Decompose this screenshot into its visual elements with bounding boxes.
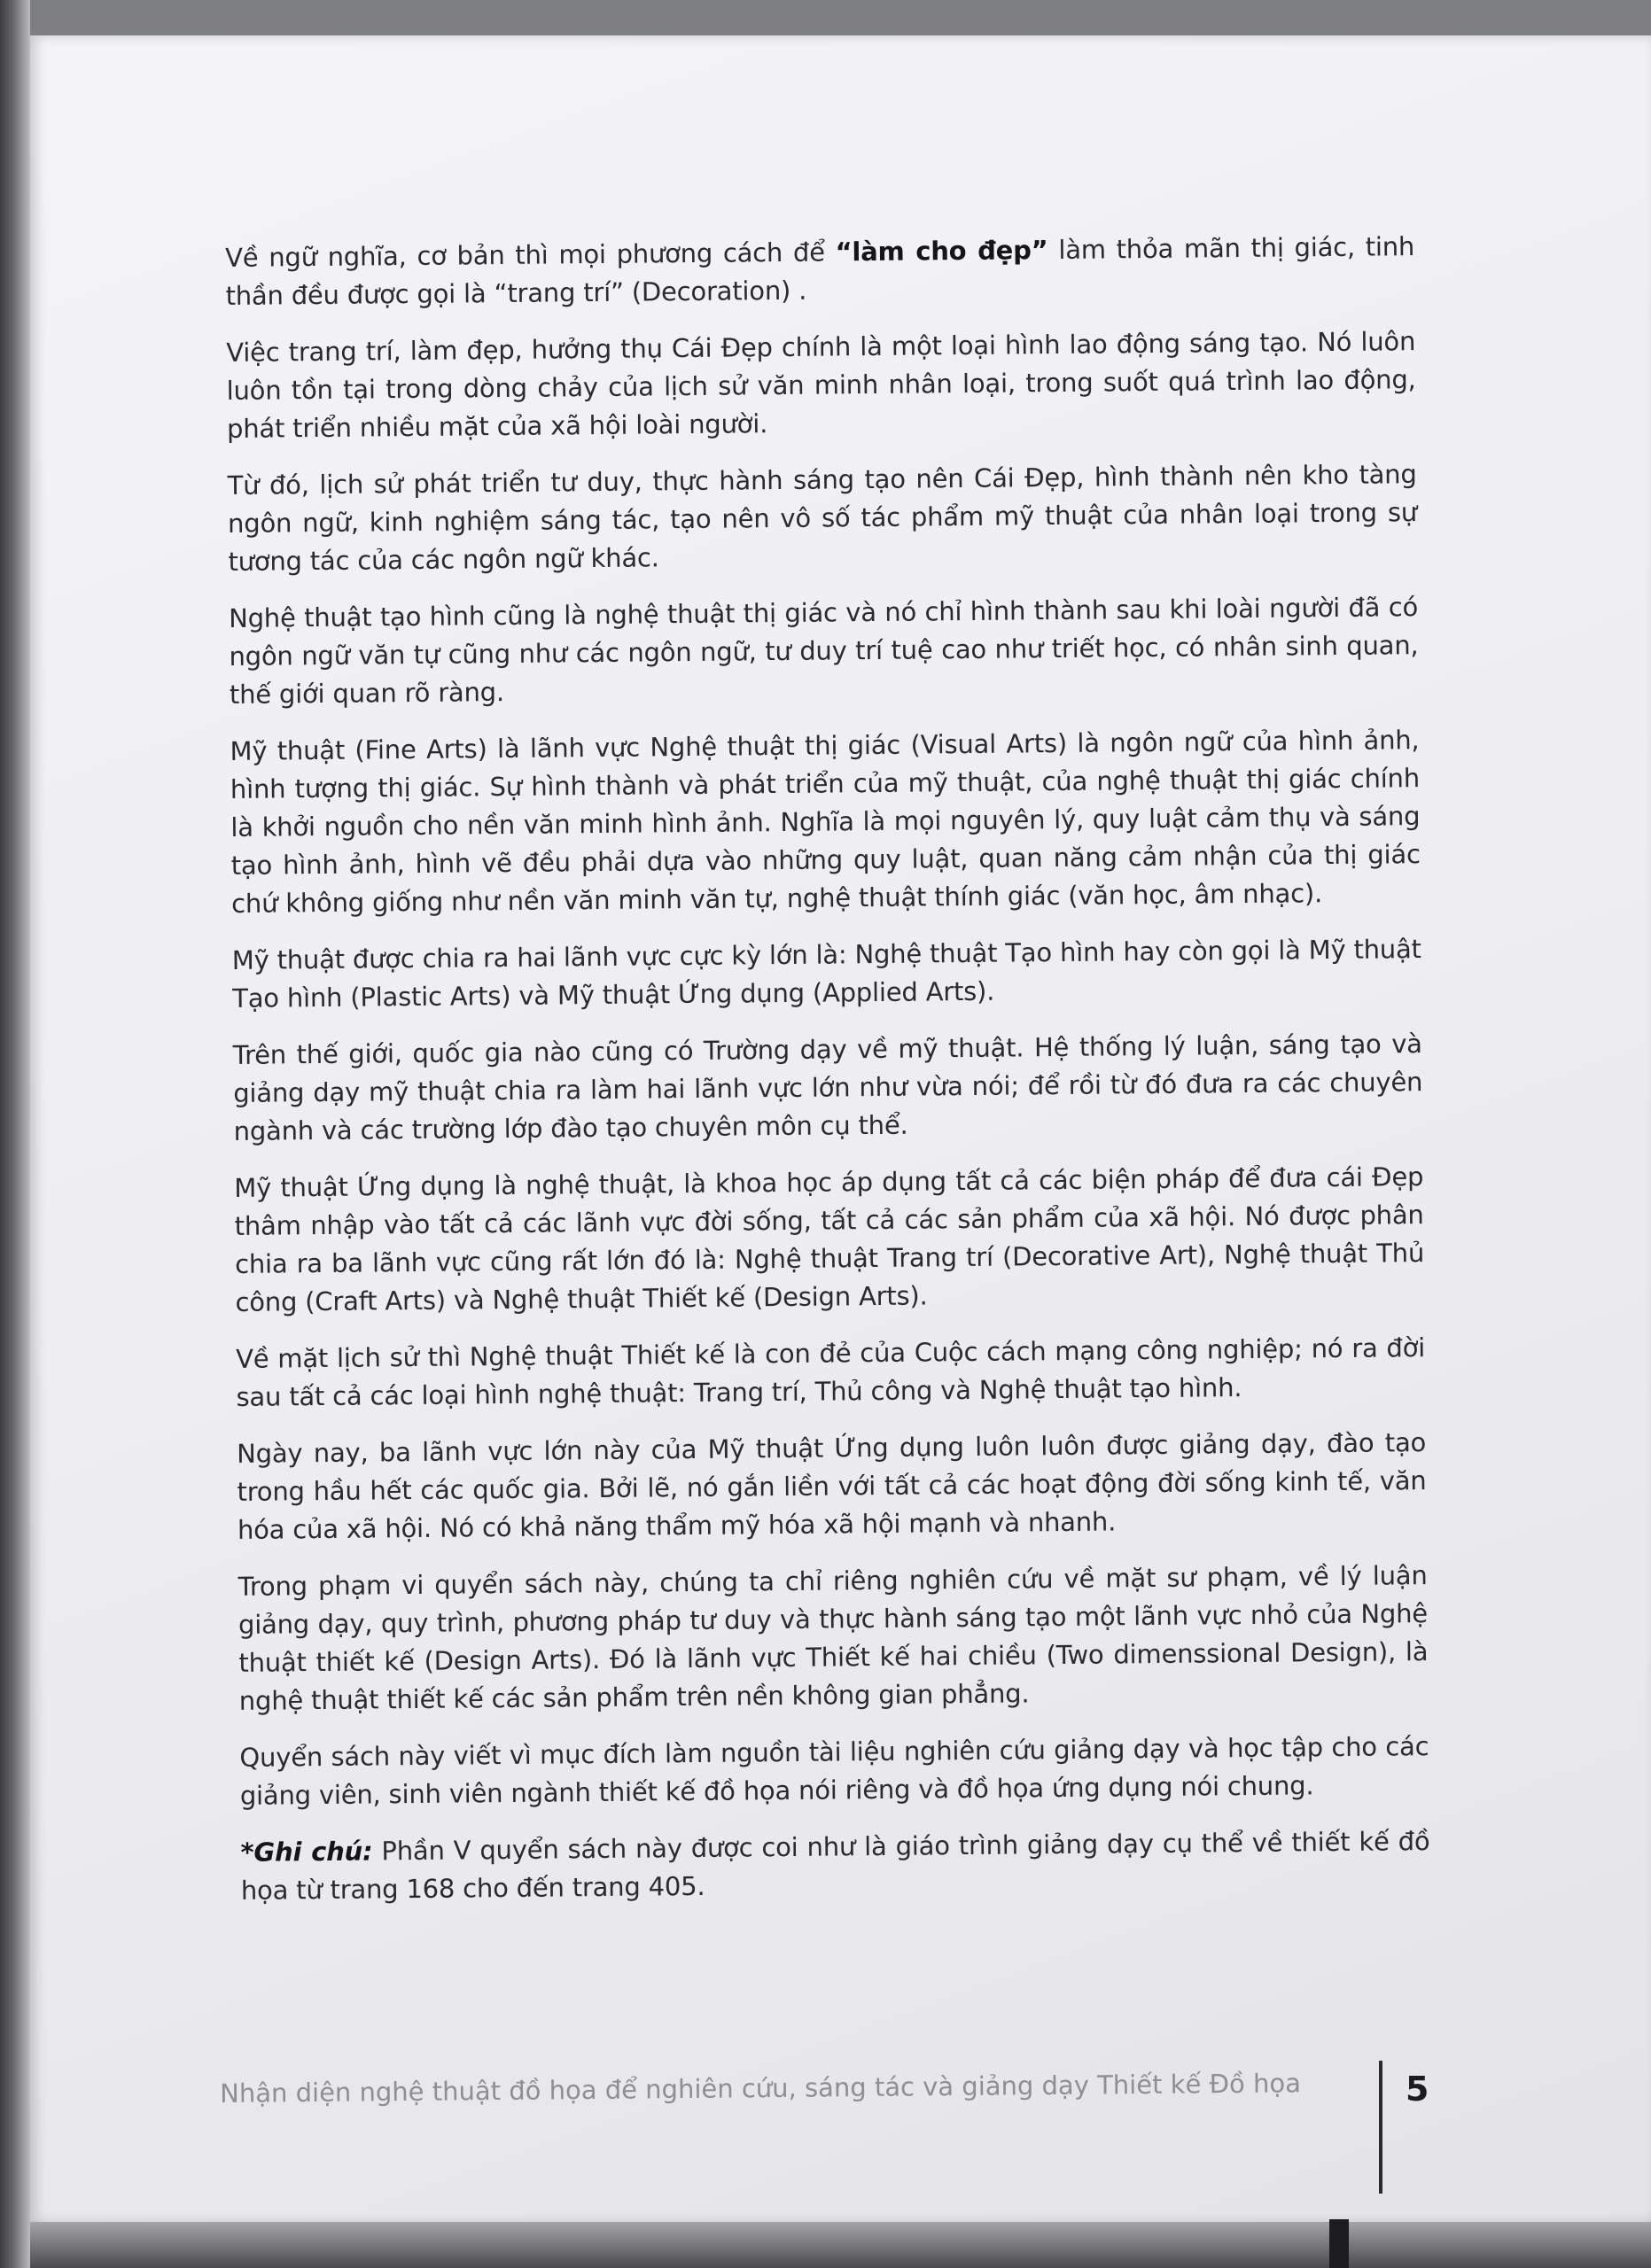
paragraph: Mỹ thuật (Fine Arts) là lãnh vực Nghệ thuật thị giác (Visual Arts) là ngôn ngữ của hình ảnh, hình tượng thị giác. Sự hình thành và phát triển của mỹ thuật, của nghệ thuật thị giác chính là khởi nguồn cho nền văn minh hình ảnh. Nghĩa là mọi nguyên lý, quy luật cảm thụ và sáng tạo hình ảnh, hình vẽ đều phải dựa vào những quy luật, quan năng cảm nhận của thị giác chứ không giống như nền văn minh văn tự, nghệ thuật thính giác (văn học, âm nhạc).	[230, 725, 1421, 919]
note-text: Phần V quyển sách này được coi như là giáo trình giảng dạy cụ thể về thiết kế đồ họa từ trang 168 cho đến trang 405.	[240, 1826, 1430, 1906]
body-text	[225, 228, 1430, 1929]
page-bottom-edge	[30, 2222, 1651, 2268]
paragraph-text: làm thỏa mãn thị giác, tinh thần đều được gọi là “trang trí” (Decoration) .	[225, 231, 1415, 311]
emphasis-text: “làm cho đẹp”	[835, 235, 1048, 268]
paragraph: Ngày nay, ba lãnh vực lớn này của Mỹ thuật Ứng dụng luôn luôn được giảng dạy, đào tạo trong hầu hết các quốc gia. Bởi lẽ, nó gắn liền với tất cả các hoạt động đời sống kinh tế, văn hóa của xã hội. Nó có khả năng thẩm mỹ hóa xã hội mạnh và nhanh.	[236, 1427, 1427, 1545]
paragraph: Việc trang trí, làm đẹp, hưởng thụ Cái Đẹp chính là một loại hình lao động sáng tạo. Nó luôn luôn tồn tại trong dòng chảy của lịch sử văn minh nhân loại, trong suốt quá trình lao động, phát triển nhiều mặt của xã hội loài người.	[226, 326, 1416, 444]
running-footer-title: Nhận diện nghệ thuật đồ họa để nghiên cứu, sáng tác và giảng dạy Thiết kế Đồ họa	[220, 2068, 1302, 2109]
paragraph: Mỹ thuật được chia ra hai lãnh vực cực kỳ lớn là: Nghệ thuật Tạo hình hay còn gọi là Mỹ thuật Tạo hình (Plastic Arts) và Mỹ thuật Ứng dụng (Applied Arts).	[231, 934, 1421, 1014]
page-number: 5	[1406, 2070, 1429, 2109]
paragraph: Nghệ thuật tạo hình cũng là nghệ thuật thị giác và nó chỉ hình thành sau khi loài người đã có ngôn ngữ văn tự cũng như các ngôn ngữ, tư duy trí tuệ cao như triết học, có nhân sinh quan, thế giới quan rõ ràng.	[228, 592, 1419, 710]
book-spine-edge	[0, 0, 30, 2268]
paragraph	[225, 228, 1415, 315]
note-paragraph	[240, 1822, 1430, 1910]
paragraph: Trên thế giới, quốc gia nào cũng có Trường dạy về mỹ thuật. Hệ thống lý luận, sáng tạo và giảng dạy mỹ thuật chia ra làm hai lãnh vực lớn như vừa nói; để rồi từ đó đưa ra các chuyên ngành và các trường lớp đào tạo chuyên môn cụ thể.	[232, 1029, 1423, 1146]
note-label: *Ghi chú:	[240, 1836, 373, 1868]
paragraph: Quyển sách này viết vì mục đích làm nguồn tài liệu nghiên cứu giảng dạy và học tập cho các giảng viên, sinh viên ngành thiết kế đồ họa nói riêng và đồ họa ứng dụng nói chung.	[239, 1731, 1429, 1811]
paragraph: Từ đó, lịch sử phát triển tư duy, thực hành sáng tạo nên Cái Đẹp, hình thành nên kho tàng ngôn ngữ, kinh nghiệm sáng tác, tạo nên vô số tác phẩm mỹ thuật của nhân loại trong sự tương tác của các ngôn ngữ khác.	[227, 459, 1418, 577]
footer-divider	[1379, 2061, 1382, 2194]
paragraph: Mỹ thuật Ứng dụng là nghệ thuật, là khoa học áp dụng tất cả các biện pháp để đưa cái Đẹp thâm nhập vào tất cả các lãnh vực đời sống, tất cả các sản phẩm của xã hội. Nó được phân chia ra ba lãnh vực cũng rất lớn đó là: Nghệ thuật Trang trí (Decorative Art), Nghệ thuật Thủ công (Craft Arts) và Nghệ thuật Thiết kế (Design Arts).	[234, 1161, 1425, 1317]
paragraph: Trong phạm vi quyển sách này, chúng ta chỉ riêng nghiên cứu về mặt sư phạm, về lý luận giảng dạy, quy trình, phương pháp tư duy và thực hành sáng tạo một lãnh vực nhỏ của Nghệ thuật thiết kế (Design Arts). Đó là lãnh vực Thiết kế hai chiều (Two dimenssional Design), là nghệ thuật thiết kế các sản phẩm trên nền không gian phẳng.	[238, 1560, 1429, 1716]
paragraph: Về mặt lịch sử thì Nghệ thuật Thiết kế là con đẻ của Cuộc cách mạng công nghiệp; nó ra đời sau tất cả các loại hình nghệ thuật: Trang trí, Thủ công và Nghệ thuật tạo hình.	[235, 1332, 1426, 1412]
paragraph-text: Về ngữ nghĩa, cơ bản thì mọi phương cách để	[225, 237, 836, 273]
bookmark-ribbon	[1329, 2219, 1349, 2268]
